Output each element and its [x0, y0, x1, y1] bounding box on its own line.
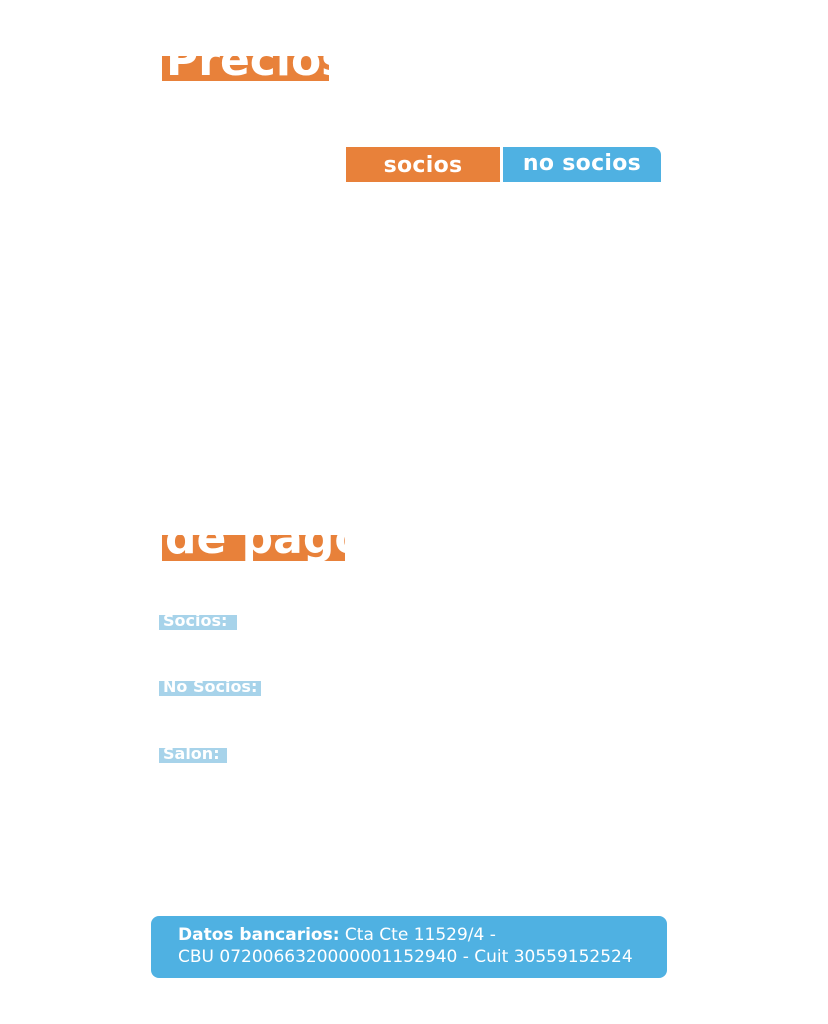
tab-no-socios[interactable]: no socios — [503, 147, 661, 182]
payment-label-salon-text: Salon: — [163, 744, 220, 763]
precios-heading — [162, 35, 365, 86]
bank-details-title: Datos bancarios: — [178, 925, 340, 945]
payment-label-socios-text: Socios: — [163, 611, 228, 630]
payment-label-no-socios-text: No Socios: — [163, 677, 258, 696]
precios-heading-text: Precios: — [166, 35, 365, 86]
payment-label-salon — [159, 744, 227, 763]
bank-account: Cta Cte 11529/4 - — [339, 925, 496, 945]
bank-details-line-1 — [178, 924, 667, 946]
bank-cbu-line: CBU 0720066320000001152940 - Cuit 30559152524 — [178, 947, 633, 967]
payment-heading — [162, 513, 383, 564]
payment-label-no-socios — [159, 677, 261, 696]
bank-details-box — [151, 916, 667, 978]
payment-heading-text: de pago: — [165, 513, 383, 564]
payment-label-socios — [159, 611, 237, 630]
tab-socios[interactable]: socios — [346, 147, 500, 182]
